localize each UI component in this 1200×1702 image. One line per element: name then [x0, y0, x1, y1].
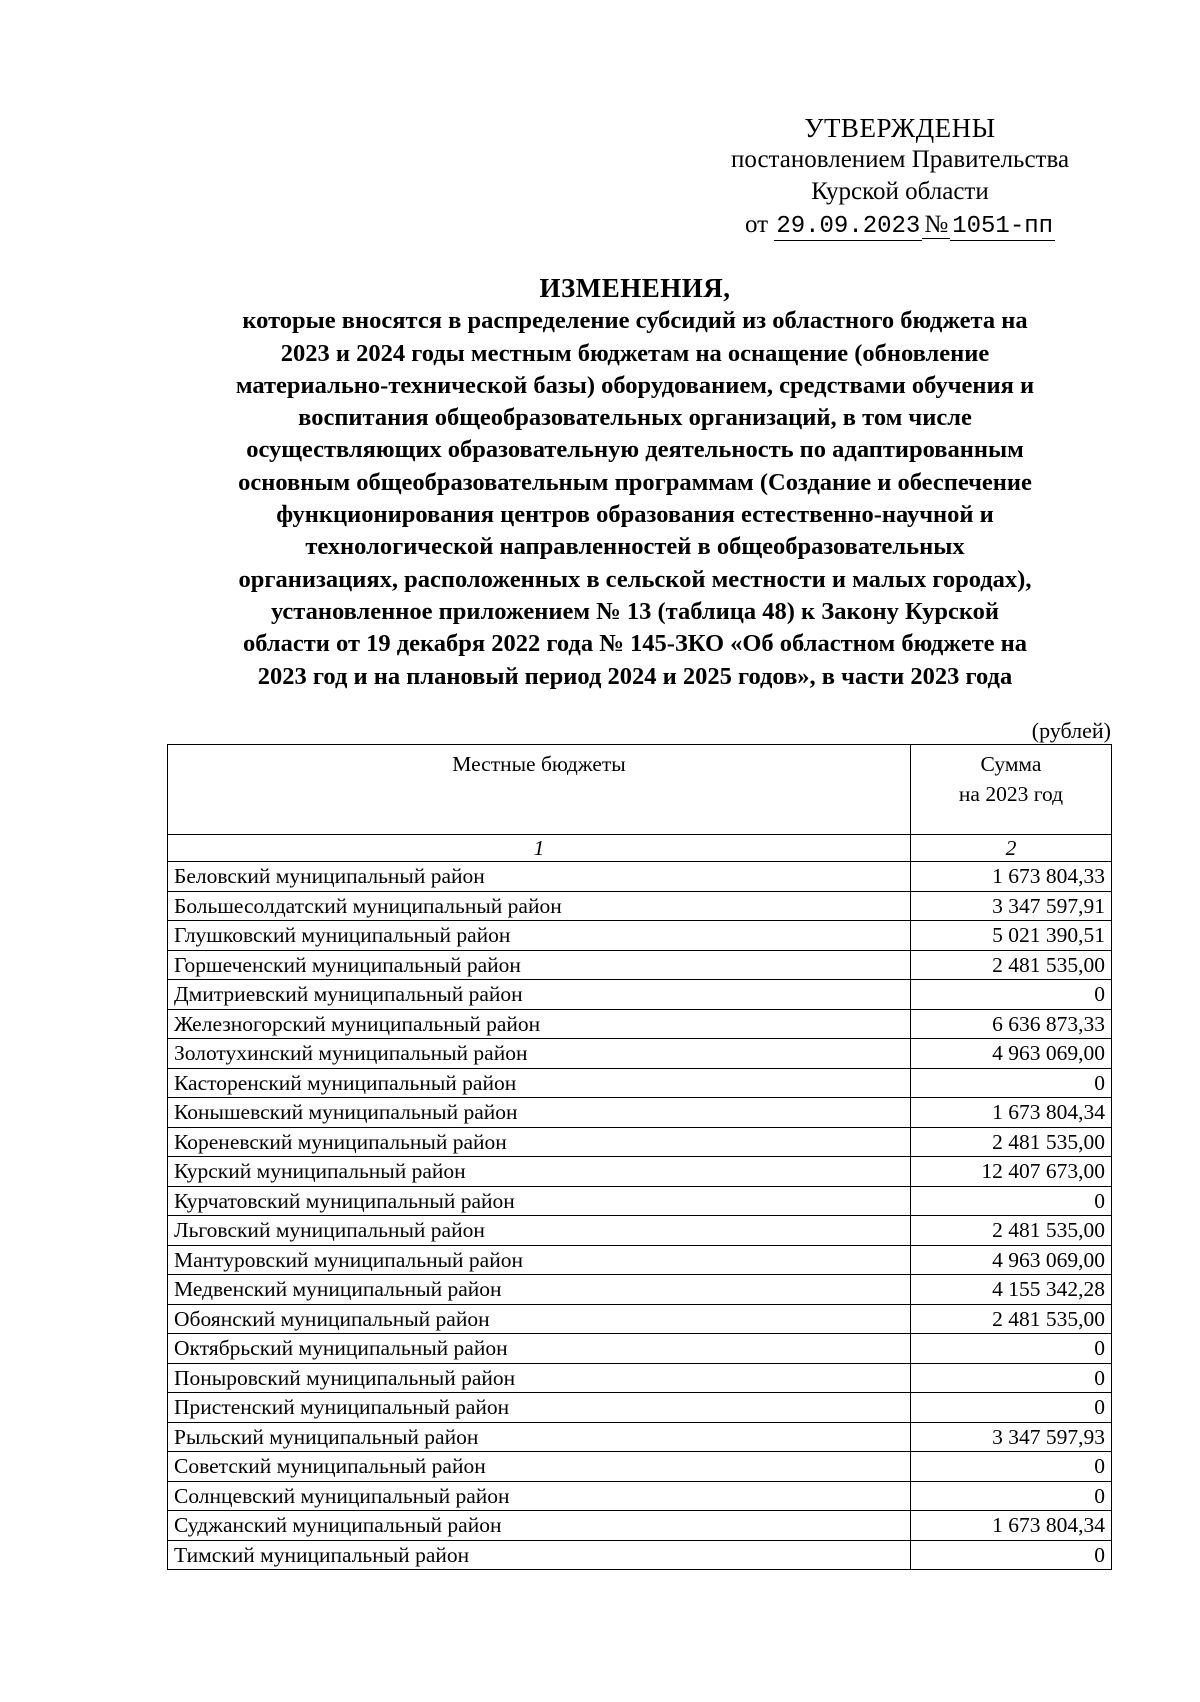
- table-row: [168, 862, 1112, 892]
- decree-number: 1051-пп: [952, 213, 1054, 240]
- table-row: [168, 921, 1112, 951]
- budget-sum: 3 347 597,93: [911, 1422, 1112, 1452]
- table-row: [168, 1216, 1112, 1246]
- heading-text: [150, 305, 1120, 693]
- budget-name: Курчатовский муниципальный район: [168, 1186, 911, 1216]
- budget-sum: 2 481 535,00: [911, 1304, 1112, 1334]
- budget-name: Железногорский муниципальный район: [168, 1009, 911, 1039]
- approval-block: [690, 112, 1110, 243]
- budget-sum: 0: [911, 1481, 1112, 1511]
- budget-sum: 4 963 069,00: [911, 1039, 1112, 1069]
- table-row: [168, 1304, 1112, 1334]
- budget-sum: 1 673 804,34: [911, 1098, 1112, 1128]
- decree-date: 29.09.2023: [776, 213, 921, 240]
- table-row: [168, 1334, 1112, 1364]
- heading-line: функционирования центров образования естественно-научной и: [276, 501, 994, 529]
- budget-name: Пристенский муниципальный район: [168, 1393, 911, 1423]
- budget-sum: 0: [911, 1068, 1112, 1098]
- budget-sum: 0: [911, 1452, 1112, 1482]
- column-header-sum-line1: Сумма: [980, 752, 1042, 776]
- heading-line: 2023 год и на плановый период 2024 и 2025 годов», в части 2023 года: [257, 662, 1013, 690]
- column-header-sum-line2: на 2023 год: [958, 782, 1064, 806]
- heading-line: технологической направленностей в общеобразовательных: [305, 533, 965, 561]
- budget-name: Октябрьский муниципальный район: [168, 1334, 911, 1364]
- approval-line-1: постановлением Правительства: [730, 146, 1070, 173]
- budget-table: [167, 744, 1112, 1570]
- column-number-row: [168, 835, 1112, 862]
- table-row: [168, 1098, 1112, 1128]
- heading-line: основным общеобразовательным программам (Создание и обеспечение: [238, 468, 1032, 496]
- budget-sum: 0: [911, 1334, 1112, 1364]
- table-row: [168, 1540, 1112, 1570]
- budget-sum: 0: [911, 980, 1112, 1010]
- column-number-1: 1: [168, 835, 911, 862]
- table-row: [168, 1393, 1112, 1423]
- budget-name: Медвенский муниципальный район: [168, 1275, 911, 1305]
- budget-sum: 0: [911, 1186, 1112, 1216]
- heading-title: ИЗМЕНЕНИЯ,: [539, 273, 731, 303]
- approval-line-2: Курской области: [811, 178, 989, 205]
- budget-name: Мантуровский муниципальный район: [168, 1245, 911, 1275]
- heading-line: установленное приложением № 13 (таблица 48) к Закону Курской: [270, 597, 1000, 625]
- budget-name: Обоянский муниципальный район: [168, 1304, 911, 1334]
- budget-sum: 0: [911, 1393, 1112, 1423]
- table-row: [168, 1245, 1112, 1275]
- heading-line: области от 19 декабря 2022 года № 145-ЗКО «Об областном бюджете на: [242, 630, 1027, 658]
- budget-name: Конышевский муниципальный район: [168, 1098, 911, 1128]
- budget-name: Поныровский муниципальный район: [168, 1363, 911, 1393]
- budget-sum: 12 407 673,00: [911, 1157, 1112, 1187]
- table-row: [168, 1481, 1112, 1511]
- table-row: [168, 1157, 1112, 1187]
- approval-date-number: [690, 209, 1110, 243]
- table-row: [168, 891, 1112, 921]
- column-header-sum: [911, 745, 1112, 835]
- budget-name: Дмитриевский муниципальный район: [168, 980, 911, 1010]
- heading-line: 2023 и 2024 годы местным бюджетам на оснащение (обновление: [280, 339, 990, 367]
- budget-sum: 5 021 390,51: [911, 921, 1112, 951]
- table-row: [168, 1422, 1112, 1452]
- budget-name: Касторенский муниципальный район: [168, 1068, 911, 1098]
- budget-name: Суджанский муниципальный район: [168, 1511, 911, 1541]
- table-row: [168, 1363, 1112, 1393]
- table-header-row: [168, 745, 1112, 835]
- budget-sum: 1 673 804,34: [911, 1511, 1112, 1541]
- budget-name: Золотухинский муниципальный район: [168, 1039, 911, 1069]
- budget-name: Большесолдатский муниципальный район: [168, 891, 911, 921]
- budget-name: Горшеченский муниципальный район: [168, 950, 911, 980]
- budget-name: Курский муниципальный район: [168, 1157, 911, 1187]
- budget-name: Глушковский муниципальный район: [168, 921, 911, 951]
- approval-title: УТВЕРЖДЕНЫ: [804, 113, 996, 143]
- units-label: (рублей): [1031, 718, 1111, 743]
- number-label: №: [924, 211, 949, 238]
- budget-name: Льговский муниципальный район: [168, 1216, 911, 1246]
- budget-sum: 0: [911, 1540, 1112, 1570]
- heading-line: осуществляющих образовательную деятельность по адаптированным: [246, 436, 1024, 464]
- table-row: [168, 1275, 1112, 1305]
- budget-sum: 1 673 804,33: [911, 862, 1112, 892]
- budget-sum: 2 481 535,00: [911, 1127, 1112, 1157]
- budget-name: Беловский муниципальный район: [168, 862, 911, 892]
- column-header-budgets: Местные бюджеты: [168, 745, 911, 835]
- heading-line: которые вносятся в распределение субсидий из областного бюджета на: [242, 307, 1028, 335]
- table-row: [168, 1186, 1112, 1216]
- budget-sum: 4 155 342,28: [911, 1275, 1112, 1305]
- budget-sum: 2 481 535,00: [911, 1216, 1112, 1246]
- heading-line: материально-технической базы) оборудованием, средствами обучения и: [235, 371, 1035, 399]
- table-row: [168, 1511, 1112, 1541]
- table-row: [168, 1127, 1112, 1157]
- heading-line: воспитания общеобразовательных организаций, в том числе: [298, 404, 972, 432]
- budget-sum: 3 347 597,91: [911, 891, 1112, 921]
- budget-name: Рыльский муниципальный район: [168, 1422, 911, 1452]
- budget-name: Тимский муниципальный район: [168, 1540, 911, 1570]
- budget-sum: 0: [911, 1363, 1112, 1393]
- table-row: [168, 1039, 1112, 1069]
- budget-name: Кореневский муниципальный район: [168, 1127, 911, 1157]
- budget-name: Советский муниципальный район: [168, 1452, 911, 1482]
- document-heading: [150, 272, 1120, 693]
- table-row: [168, 1009, 1112, 1039]
- table-row: [168, 950, 1112, 980]
- from-label: от: [744, 211, 769, 238]
- budget-sum: 2 481 535,00: [911, 950, 1112, 980]
- budget-sum: 6 636 873,33: [911, 1009, 1112, 1039]
- table-row: [168, 1068, 1112, 1098]
- table-row: [168, 1452, 1112, 1482]
- budget-sum: 4 963 069,00: [911, 1245, 1112, 1275]
- budget-name: Солнцевский муниципальный район: [168, 1481, 911, 1511]
- table-row: [168, 980, 1112, 1010]
- column-number-2: 2: [911, 835, 1112, 862]
- heading-line: организациях, расположенных в сельской местности и малых городах),: [238, 565, 1032, 593]
